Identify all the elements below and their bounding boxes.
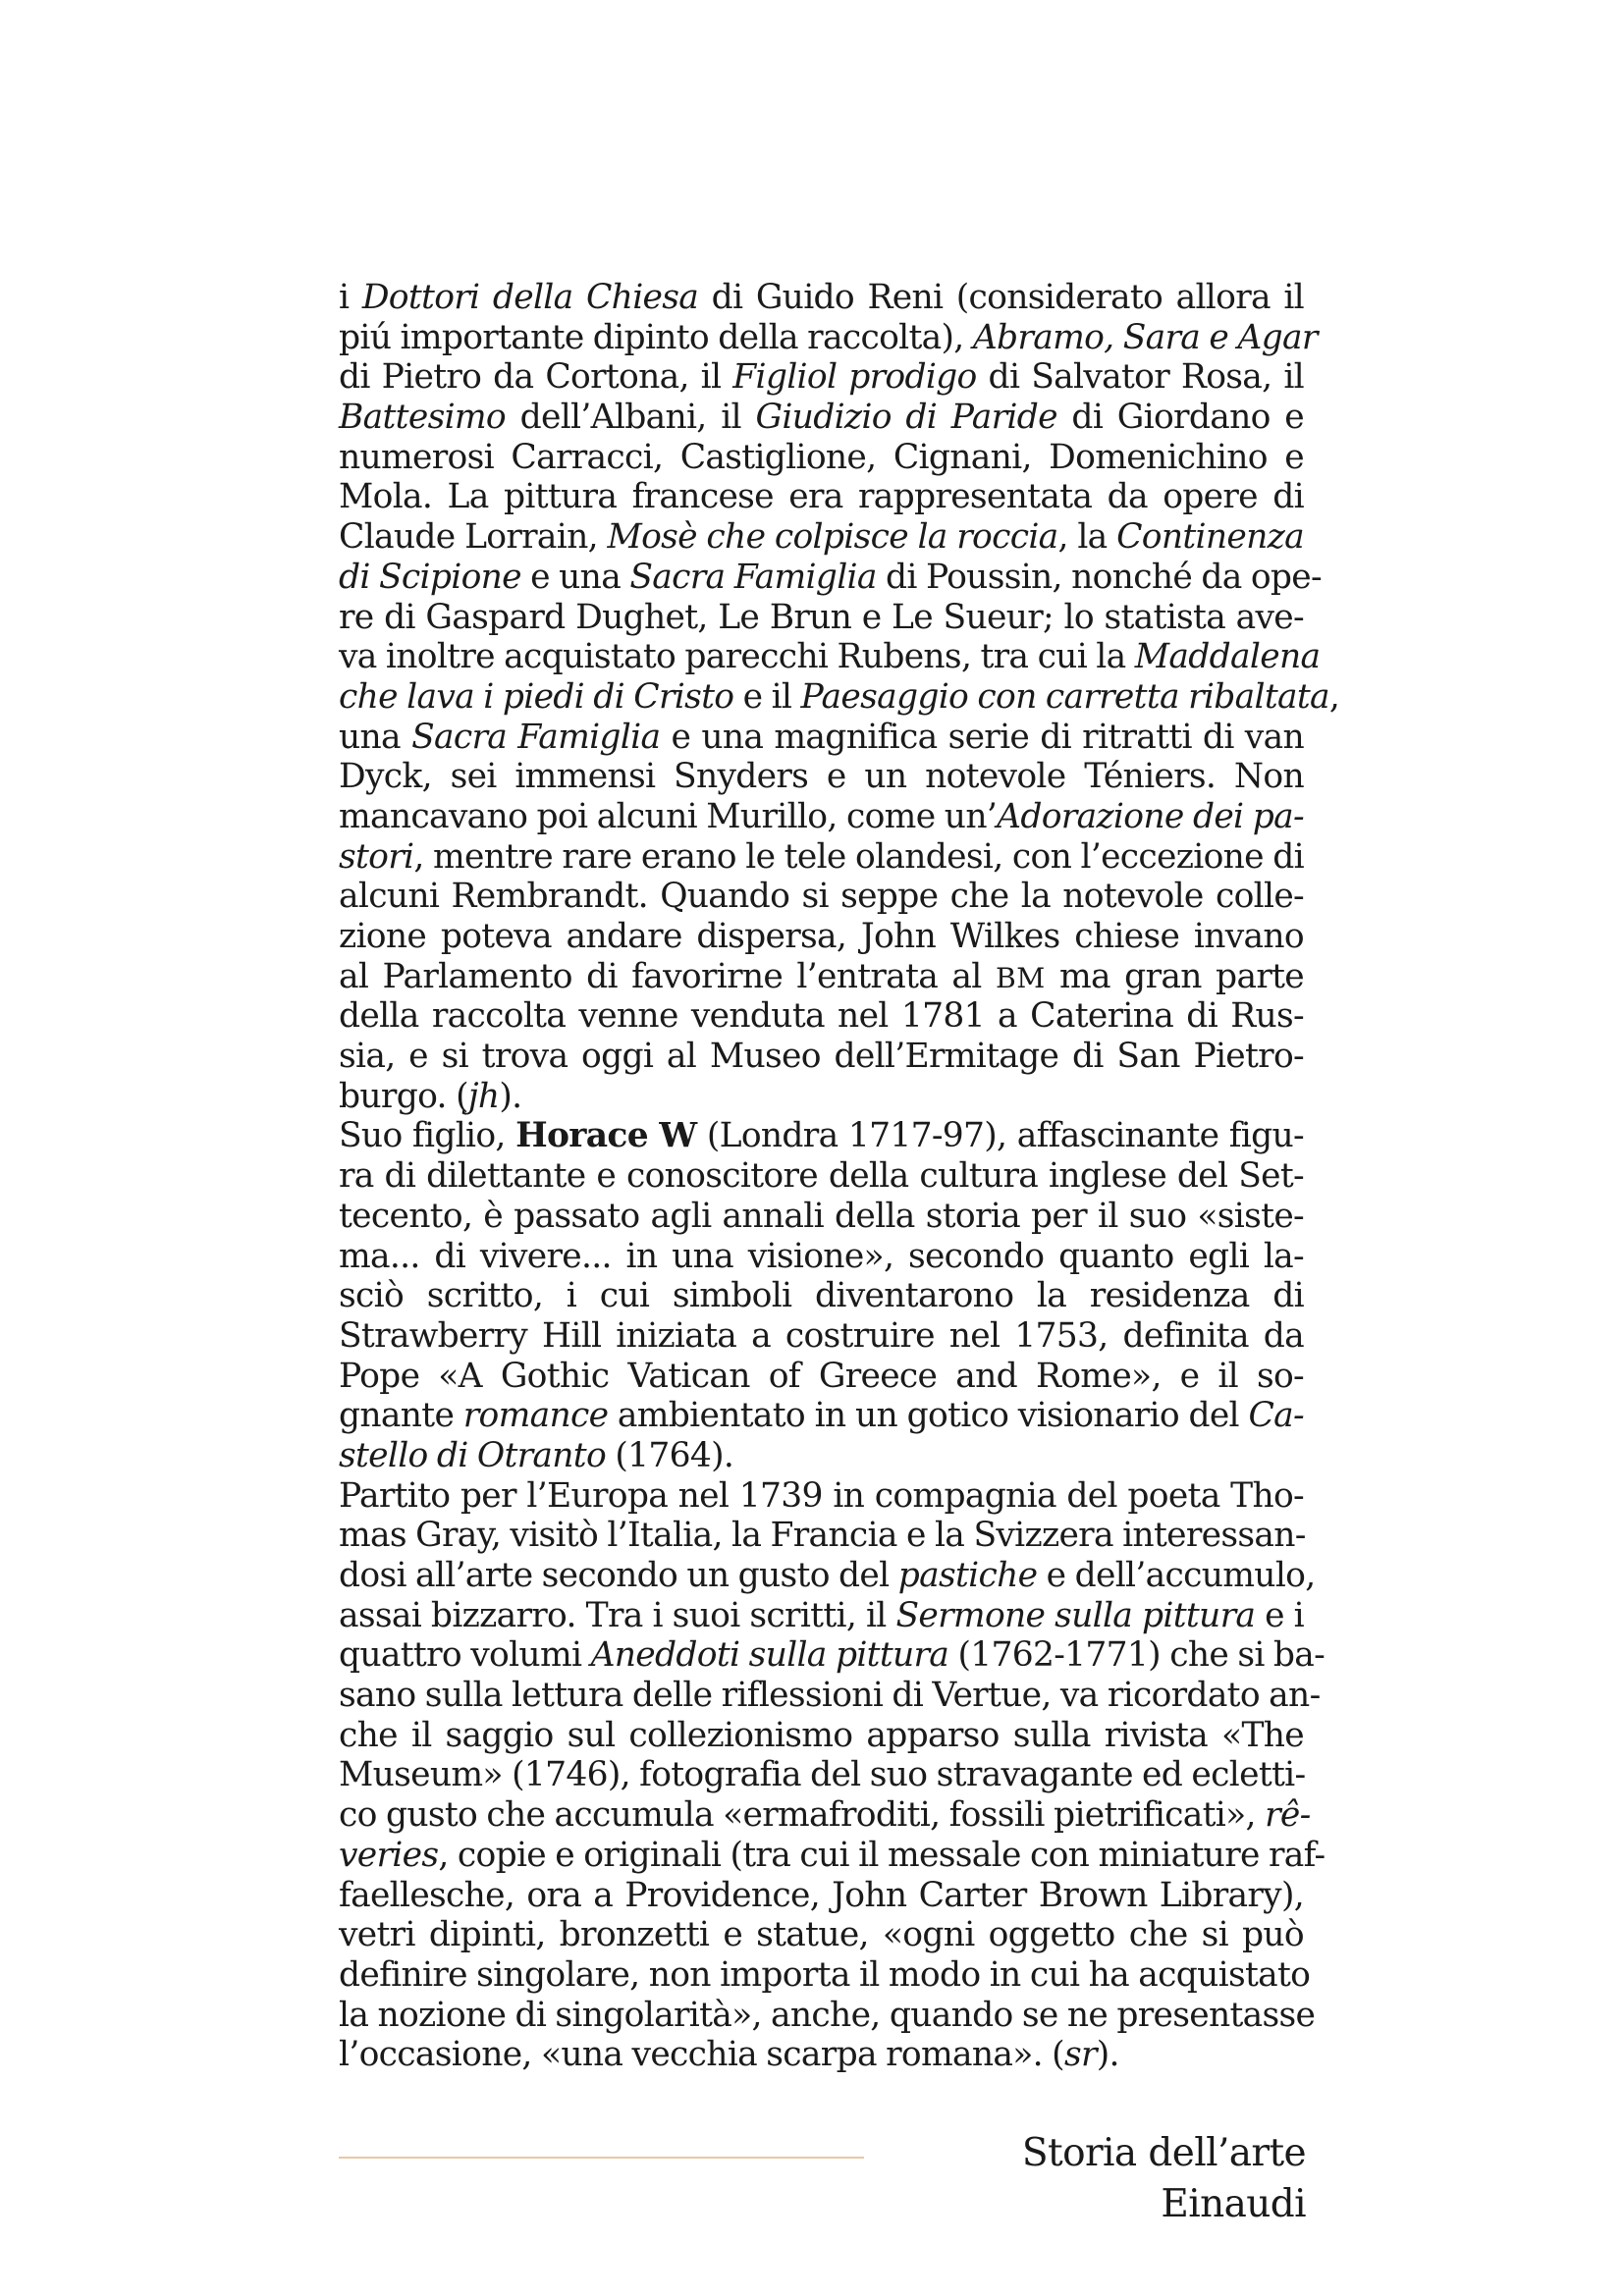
text-run: Dyck, sei immensi Snyders e un notevole Téniers. Non: [339, 757, 1304, 797]
italic-run: Continenza: [1116, 517, 1304, 558]
text-line: [339, 1995, 1316, 2036]
italic-run: Adorazione dei pa-: [997, 796, 1304, 836]
text-line: [339, 1676, 1321, 1716]
text-run: e una: [520, 557, 630, 597]
text-line: [339, 1635, 1325, 1676]
text-run: co gusto che accumula «ermafroditi, fossili pietrificati»,: [339, 1795, 1266, 1836]
text-line: [339, 2035, 1304, 2075]
italic-run: Maddalena: [1134, 637, 1321, 677]
text-run: che il saggio sul collezionismo apparso sulla rivista «The: [339, 1715, 1304, 1755]
text-run: ).: [499, 1076, 522, 1116]
italic-run: Sacra Famiglia: [629, 557, 877, 597]
italic-run: rê-: [1265, 1795, 1311, 1836]
text-line: [339, 398, 1304, 438]
text-run: una: [339, 717, 412, 757]
italic-run: Figliol prodigo: [732, 357, 977, 398]
text-run: l’occasione, «una vecchia scarpa romana». (: [339, 2035, 1064, 2075]
text-run: di Pietro da Cortona, il: [339, 357, 733, 398]
text-line: [339, 1755, 1304, 1795]
italic-run: di Scipione: [339, 557, 521, 597]
text-run: Strawberry Hill iniziata a costruire nel 1753, definita da: [339, 1315, 1304, 1356]
text-run: sia, e si trova oggi al Museo dell’Ermitage di San Pietro-: [339, 1037, 1304, 1077]
text-run: piú importante dipinto della raccolta),: [339, 317, 973, 357]
text-line: [339, 517, 1304, 558]
text-line: [339, 1596, 1304, 1636]
italic-run: stello di Otranto: [339, 1435, 607, 1475]
text-run: Pope «A Gothic Vatican of Greece and Rome», e il so-: [339, 1356, 1304, 1396]
footer-rule: [339, 2157, 864, 2159]
text-line: [339, 1316, 1304, 1357]
text-run: ,: [1328, 676, 1340, 717]
text-line: [339, 557, 1322, 598]
text-line: [339, 637, 1321, 677]
text-run: (1764).: [606, 1435, 734, 1475]
italic-run: che lava i piedi di Cristo: [339, 676, 734, 717]
text-line: [339, 1237, 1304, 1277]
text-run: Suo figlio,: [339, 1116, 516, 1156]
text-line: [339, 877, 1304, 917]
italic-run: Mosè che colpisce la roccia: [607, 517, 1058, 558]
text-run: alcuni Rembrandt. Quando si seppe che la notevole colle-: [339, 877, 1304, 917]
text-line: [339, 477, 1304, 517]
footer-title: Storia dell’arte Einaudi: [1021, 2131, 1306, 2226]
text-line: [339, 1835, 1325, 1876]
text-run: quattro volumi: [339, 1635, 591, 1676]
text-run: , la: [1057, 517, 1117, 558]
text-line: [339, 1915, 1304, 1955]
italic-run: Sacra Famiglia: [411, 717, 661, 757]
text-run: mas Gray, visitò l’Italia, la Francia e la Svizzera interessan-: [339, 1516, 1306, 1556]
text-line: [339, 1876, 1304, 1916]
text-run: e dell’accumulo,: [1037, 1556, 1316, 1595]
text-run: e il: [733, 676, 801, 717]
text-line: [339, 1436, 1304, 1476]
text-run: , mentre rare erano le tele olandesi, con l’eccezione di: [413, 836, 1304, 877]
text-line: [339, 1396, 1304, 1436]
text-run: zione poteva andare dispersa, John Wilkes chiese invano: [339, 917, 1304, 956]
text-run: ra di dilettante e conoscitore della cultura inglese del Set-: [339, 1156, 1304, 1197]
text-line: [339, 797, 1304, 837]
text-run: ambientato in un gotico visionario del: [608, 1396, 1249, 1436]
bold-run: Horace W: [515, 1116, 697, 1156]
text-line: [339, 1556, 1316, 1596]
italic-run: Abramo, Sara e Agar: [972, 317, 1318, 357]
text-line: [339, 917, 1304, 957]
text-run: , copie e originali (tra cui il messale con miniature raf-: [438, 1835, 1325, 1875]
text-line: [339, 1954, 1311, 1996]
italic-run: Sermone sulla pittura: [895, 1595, 1256, 1635]
italic-run: Ca-: [1248, 1396, 1304, 1436]
text-run: sano sulla lettura delle riflessioni di Vertue, va ricordato an-: [339, 1676, 1321, 1716]
text-line: [339, 1795, 1311, 1836]
text-run: gnante: [339, 1396, 463, 1436]
text-line: [339, 1037, 1304, 1077]
italic-run: Paesaggio con carretta ribaltata: [800, 676, 1329, 717]
text-run: dell’Albani, il: [506, 398, 756, 438]
text-line: [339, 1116, 1304, 1156]
text-line: [339, 1716, 1304, 1756]
text-line: [339, 1276, 1304, 1316]
italic-run: stori: [339, 836, 414, 877]
text-run: ).: [1096, 2035, 1119, 2075]
text-line: [339, 357, 1304, 398]
text-line: [339, 1516, 1304, 1556]
text-run: va inoltre acquistato parecchi Rubens, tra cui la: [339, 637, 1135, 677]
text-run: mancavano poi alcuni Murillo, come un’: [339, 796, 998, 836]
text-run: sciò scritto, i cui simboli diventarono la residenza di: [339, 1276, 1304, 1316]
text-line: [339, 1156, 1304, 1197]
italic-run: Giudizio di Paride: [755, 398, 1057, 438]
italic-run: pastiche: [897, 1556, 1038, 1595]
text-run: ma... di vivere... in una visione», secondo quanto egli la-: [339, 1236, 1304, 1276]
text-run: assai bizzarro. Tra i suoi scritti, il: [339, 1595, 896, 1635]
text-line: [339, 996, 1304, 1037]
text-run: la nozione di singolarità», anche, quando se ne presentasse: [339, 1995, 1316, 2035]
text-run: Mola. La pittura francese era rappresentata da opere di: [339, 477, 1304, 517]
text-run: (Londra 1717-97), affascinante figu-: [696, 1116, 1304, 1156]
italic-run: sr: [1063, 2035, 1097, 2075]
text-run: della raccolta venne venduta nel 1781 a Caterina di Rus-: [339, 996, 1304, 1037]
text-line: [339, 438, 1304, 478]
text-line: [339, 1357, 1304, 1397]
text-run: (1762-1771) che si ba-: [948, 1635, 1325, 1676]
text-run: i: [339, 278, 362, 317]
italic-run: Battesimo: [339, 398, 506, 438]
text-run: re di Gaspard Dughet, Le Brun e Le Sueur; lo statista ave-: [339, 597, 1304, 637]
text-line: [339, 317, 1318, 358]
text-run: numerosi Carracci, Castiglione, Cignani, Domenichino e: [339, 437, 1304, 477]
text-run: Claude Lorrain,: [339, 517, 608, 558]
text-run: di Guido Reni (considerato allora il: [698, 278, 1305, 317]
text-run: e una magnifica serie di ritratti di van: [660, 717, 1304, 757]
text-run: di Salvator Rosa, il: [976, 357, 1305, 398]
text-line: [339, 957, 1304, 997]
text-line: [339, 1197, 1304, 1237]
text-line: [339, 676, 1340, 718]
small-caps-run: BM: [995, 961, 1046, 994]
italic-run: romance: [462, 1396, 609, 1436]
body-text: [339, 278, 1340, 2075]
italic-run: jh: [467, 1076, 500, 1116]
italic-run: Aneddoti sulla pittura: [590, 1635, 949, 1676]
text-run: definire singolare, non importa il modo in cui ha acquistato: [339, 1954, 1311, 1995]
italic-run: Dottori della Chiesa: [361, 278, 699, 317]
text-line: [339, 1476, 1304, 1517]
text-line: [339, 1077, 1304, 1117]
italic-run: veries: [339, 1835, 439, 1875]
text-run: faellesche, ora a Providence, John Carter Brown Library),: [339, 1875, 1304, 1915]
text-run: di Giordano e: [1056, 398, 1304, 438]
text-run: al Parlamento di favorirne l’entrata al: [339, 956, 996, 996]
text-run: burgo. (: [339, 1076, 468, 1116]
text-line: [339, 278, 1304, 318]
text-run: Partito per l’Europa nel 1739 in compagnia del poeta Tho-: [339, 1475, 1304, 1516]
text-run: ma gran parte: [1045, 956, 1304, 996]
text-run: di Poussin, nonché da ope-: [876, 557, 1322, 597]
text-run: Museum» (1746), fotografia del suo stravagante ed ecletti-: [339, 1755, 1306, 1795]
text-run: e i: [1255, 1595, 1305, 1635]
text-line: [339, 718, 1304, 758]
text-line: [339, 837, 1304, 878]
text-line: [339, 757, 1304, 797]
text-run: dosi all’arte secondo un gusto del: [339, 1556, 898, 1595]
text-run: vetri dipinti, bronzetti e statue, «ogni oggetto che si può: [339, 1915, 1304, 1955]
text-run: tecento, è passato agli annali della storia per il suo «siste-: [339, 1196, 1304, 1236]
text-line: [339, 598, 1304, 638]
